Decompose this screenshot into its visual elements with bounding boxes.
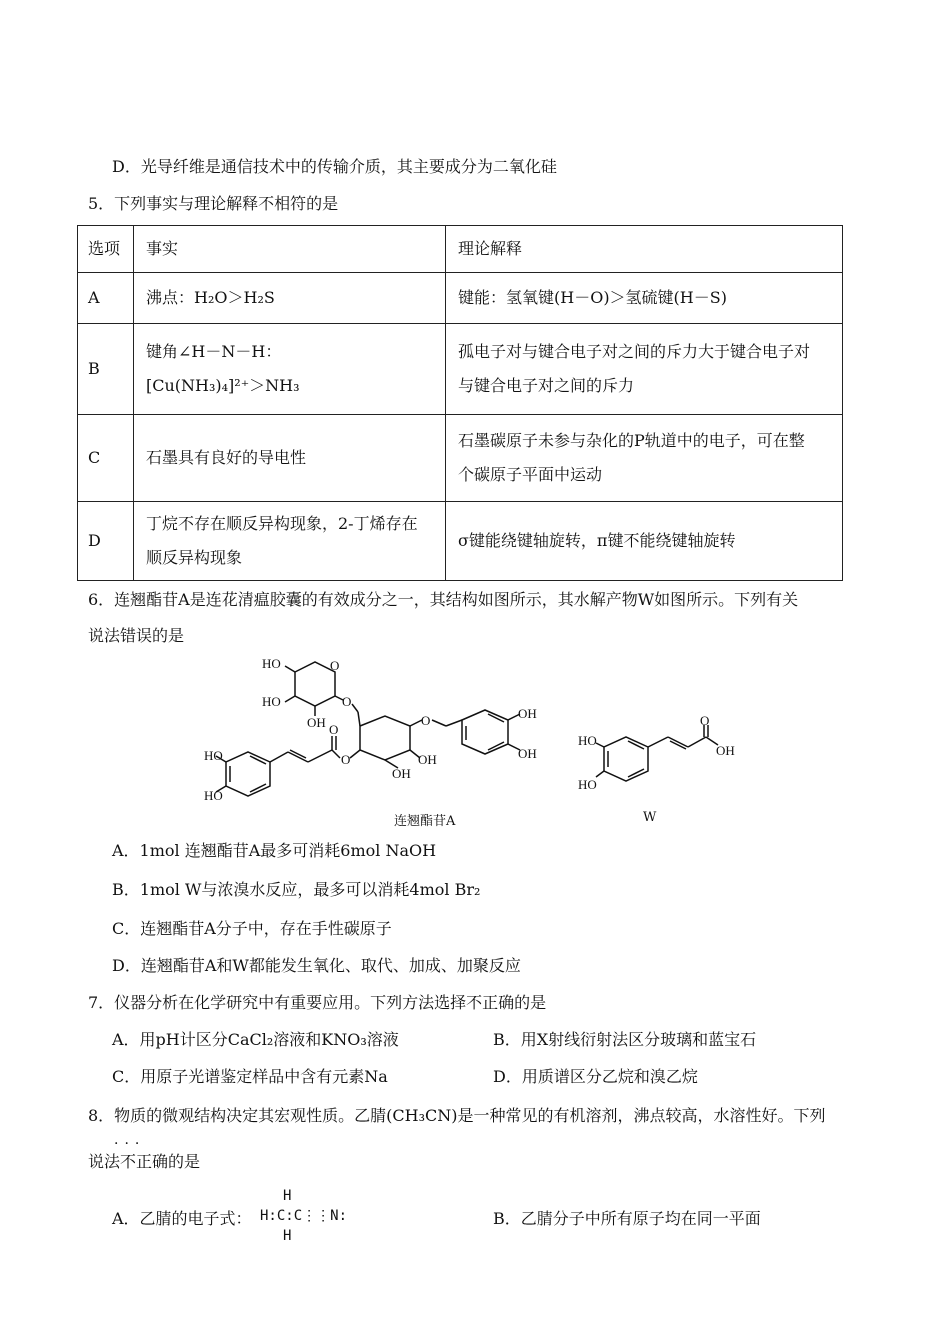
label-w-oh: OH: [716, 743, 735, 758]
row-fact-line2: 顺反异构现象: [146, 548, 243, 567]
q8-option-b: B．乙腈分子中所有原子均在同一平面: [493, 1209, 761, 1228]
structure-w-caption: W: [643, 810, 657, 825]
label-oh2: OH: [392, 766, 411, 781]
row-fact: 石墨具有良好的导电性: [134, 415, 446, 502]
q6-option-d: D．连翘酯苷A和W都能发生氧化、取代、加成、加聚反应: [112, 956, 521, 975]
row-option: B: [78, 324, 134, 415]
label-w-ho1: HO: [578, 733, 597, 748]
label-o-ether: O: [421, 713, 431, 728]
row-explanation: 键能：氢氧键(H－O)＞氢硫键(H－S): [446, 273, 843, 324]
row-explanation-line2: 与键合电子对之间的斥力: [458, 376, 635, 395]
header-option: 选项: [78, 226, 134, 273]
structure-a-diagram: [204, 650, 560, 815]
label-o-carbonyl: O: [329, 722, 339, 737]
label-oh4: OH: [518, 706, 537, 721]
structure-a-caption: 连翘酯苷A: [394, 814, 456, 829]
label-ho3: HO: [204, 748, 223, 763]
label-o-link: O: [342, 694, 352, 709]
row-fact-line2: [Cu(NH₃)₄]²⁺＞NH₃: [146, 376, 300, 395]
table-row: [78, 502, 843, 581]
label-oh5: OH: [518, 746, 537, 761]
q7-option-a: A．用pH计区分CaCl₂溶液和KNO₃溶液: [112, 1030, 399, 1049]
q7-option-c: C．用原子光谱鉴定样品中含有元素Na: [112, 1067, 388, 1086]
row-fact-line1: 丁烷不存在顺反异构现象，2-丁烯存在: [146, 514, 418, 533]
row-explanation: [446, 415, 843, 502]
row-explanation-line2: 个碳原子平面中运动: [458, 465, 603, 484]
label-ho4: HO: [204, 788, 223, 803]
q8-stem-line1: 8．物质的微观结构决定其宏观性质。乙腈(CH₃CN)是一种常见的有机溶剂，沸点较高，水溶性好。下列: [88, 1106, 826, 1125]
row-fact: [134, 324, 446, 415]
table-row: [78, 324, 843, 415]
q4-option-d: D．光导纤维是通信技术中的传输介质，其主要成分为二氧化硅: [112, 157, 557, 176]
q5-stem: 5．下列事实与理论解释不相符的是: [88, 194, 339, 213]
lewis-structure: H:C:C⋮⋮N:: [260, 1208, 348, 1224]
header-explanation: 理论解释: [446, 226, 843, 273]
label-ho1: HO: [262, 656, 281, 671]
label-w-ho2: HO: [578, 777, 597, 792]
q7-option-d: D．用质谱区分乙烷和溴乙烷: [493, 1067, 698, 1086]
q5-table: [77, 225, 843, 581]
label-oh1: OH: [307, 715, 326, 730]
table-row: [78, 415, 843, 502]
label-o-ester: O: [341, 752, 351, 767]
row-fact: 沸点：H₂O＞H₂S: [134, 273, 446, 324]
lewis-top-h: H: [283, 1188, 292, 1204]
q6-option-a: A．1mol 连翘酯苷A最多可消耗6mol NaOH: [112, 841, 437, 860]
table-row: [78, 273, 843, 324]
table-header-row: [78, 226, 843, 273]
header-fact: 事实: [134, 226, 446, 273]
lewis-bottom-h: H: [283, 1228, 292, 1244]
row-explanation: σ键能绕键轴旋转，π键不能绕键轴旋转: [446, 502, 843, 581]
row-fact: [134, 502, 446, 581]
q6-stem-line1: 6．连翘酯苷A是连花清瘟胶囊的有效成分之一，其结构如图所示，其水解产物W如图所示。下列有关: [88, 590, 799, 609]
q6-option-b: B．1mol W与浓溴水反应，最多可以消耗4mol Br₂: [112, 880, 481, 899]
row-fact-line1: 键角∠H－N－H：: [146, 342, 282, 361]
row-option: C: [78, 415, 134, 502]
emphasis-dots: ···: [114, 1136, 146, 1152]
q7-option-b: B．用X射线衍射法区分玻璃和蓝宝石: [493, 1030, 757, 1049]
q6-stem-line2: 说法错误的是: [88, 626, 185, 645]
row-explanation-line1: 石墨碳原子未参与杂化的P轨道中的电子，可在整: [458, 431, 805, 450]
q7-stem: 7．仪器分析在化学研究中有重要应用。下列方法选择不正确的是: [88, 993, 547, 1012]
row-option: A: [78, 273, 134, 324]
structure-w-diagram: [578, 715, 748, 805]
label-w-o: O: [700, 713, 710, 728]
label-ho2: HO: [262, 694, 281, 709]
q8-stem-line2: 说法不正确的是: [88, 1152, 201, 1171]
q6-option-c: C．连翘酯苷A分子中，存在手性碳原子: [112, 919, 392, 938]
label-oh3: OH: [418, 752, 437, 767]
row-explanation: [446, 324, 843, 415]
row-explanation-line1: 孤电子对与键合电子对之间的斥力大于键合电子对: [458, 342, 811, 361]
label-o-ring: O: [330, 658, 340, 673]
row-option: D: [78, 502, 134, 581]
q8-option-a: A．乙腈的电子式：: [112, 1209, 252, 1228]
